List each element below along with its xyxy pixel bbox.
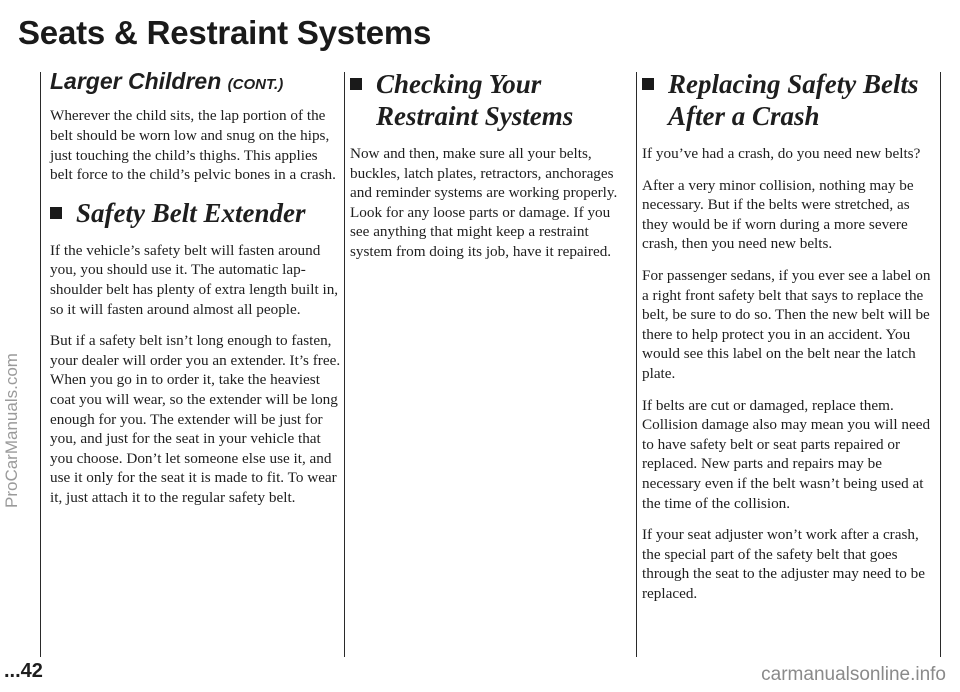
column-divider-middle-right	[636, 72, 637, 657]
column-divider-middle-left	[344, 72, 345, 657]
column-larger-children	[50, 68, 342, 520]
heading-line-1: Replacing Safety Belts	[668, 69, 919, 99]
heading-text: Safety Belt Extender	[76, 197, 306, 228]
page-title: Seats & Restraint Systems	[18, 14, 432, 51]
heading-checking-restraint-systems	[350, 68, 632, 132]
paragraph-replacing-2: After a very minor collision, nothing may be necessary. But if the belts were stretched, as they would be if worn during a more severe crash, then you need new belts.	[642, 176, 914, 253]
square-bullet-icon	[50, 207, 62, 219]
column-divider-right	[940, 72, 941, 657]
paragraph-checking: Now and then, make sure all your belts, buckles, latch plates, retractors, anchorages and reminder systems are working properly. Look for any loose parts or damage. If you see anything that might keep a restraint system from doing its job, have it repaired.	[350, 145, 618, 260]
subheading-text: Larger Children	[50, 68, 222, 94]
paragraph-replacing-4: If belts are cut or damaged, replace them. Collision damage also may mean you will need to have safety belt or seat parts repaired or replaced. New parts and repairs may be necessary even if the belt wasn’t being used at the time of the collision.	[642, 396, 931, 512]
paragraph-replacing-1: If you’ve had a crash, do you need new belts?	[642, 145, 921, 162]
paragraph-extender-1: If the vehicle’s safety belt will fasten around you, you should use it. The automatic lap-shoulder belt has plenty of extra length built in, so it will fasten around almost all people.	[50, 241, 339, 318]
footer-watermark: carmanualsonline.info	[761, 664, 946, 685]
square-bullet-icon	[350, 78, 362, 90]
heading-replacing-safety-belts	[642, 68, 937, 132]
page-number: ...42	[4, 660, 43, 682]
side-watermark: ProCarManuals.com	[2, 353, 21, 508]
heading-line-1: Checking Your	[376, 69, 542, 99]
paragraph-replacing-5: If your seat adjuster won’t work after a crash, the special part of the safety belt that goes through the seat to the adjuster may need to be replaced.	[642, 526, 925, 602]
column-divider-left	[40, 72, 41, 657]
paragraph-replacing-3: For passenger sedans, if you ever see a label on a right front safety belt that says to replace the belt, be sure to do so. Then the new belt will be there to help protect you in an accident. You would see this label on the belt near the latch plate.	[642, 266, 931, 382]
paragraph-larger-children: Wherever the child sits, the lap portion of the belt should be worn low and snug on the hips, just touching the child’s thighs. This applies belt force to the child’s pelvic bones in a crash.	[50, 107, 336, 184]
heading-safety-belt-extender	[50, 197, 342, 229]
square-bullet-icon	[642, 78, 654, 90]
column-replacing-belts	[642, 68, 937, 615]
subheading-larger-children	[50, 68, 342, 94]
subheading-continued: (CONT.)	[227, 76, 284, 93]
paragraph-extender-2: But if a safety belt isn’t long enough to fasten, your dealer will order you an extender. It’s free. When you go in to order it, take the heaviest coat you will wear, so the extender will be long enough for you. The extender will be just for you, and just for the seat in your vehicle that you choose. Don’t let someone else use it, and use it only for the seat it is made to fit. To wear it, just attach it to the regular safety belt.	[50, 332, 341, 506]
heading-line-2: After a Crash	[668, 101, 820, 131]
heading-line-2: Restraint Systems	[376, 101, 574, 131]
column-checking-restraints	[350, 68, 632, 274]
